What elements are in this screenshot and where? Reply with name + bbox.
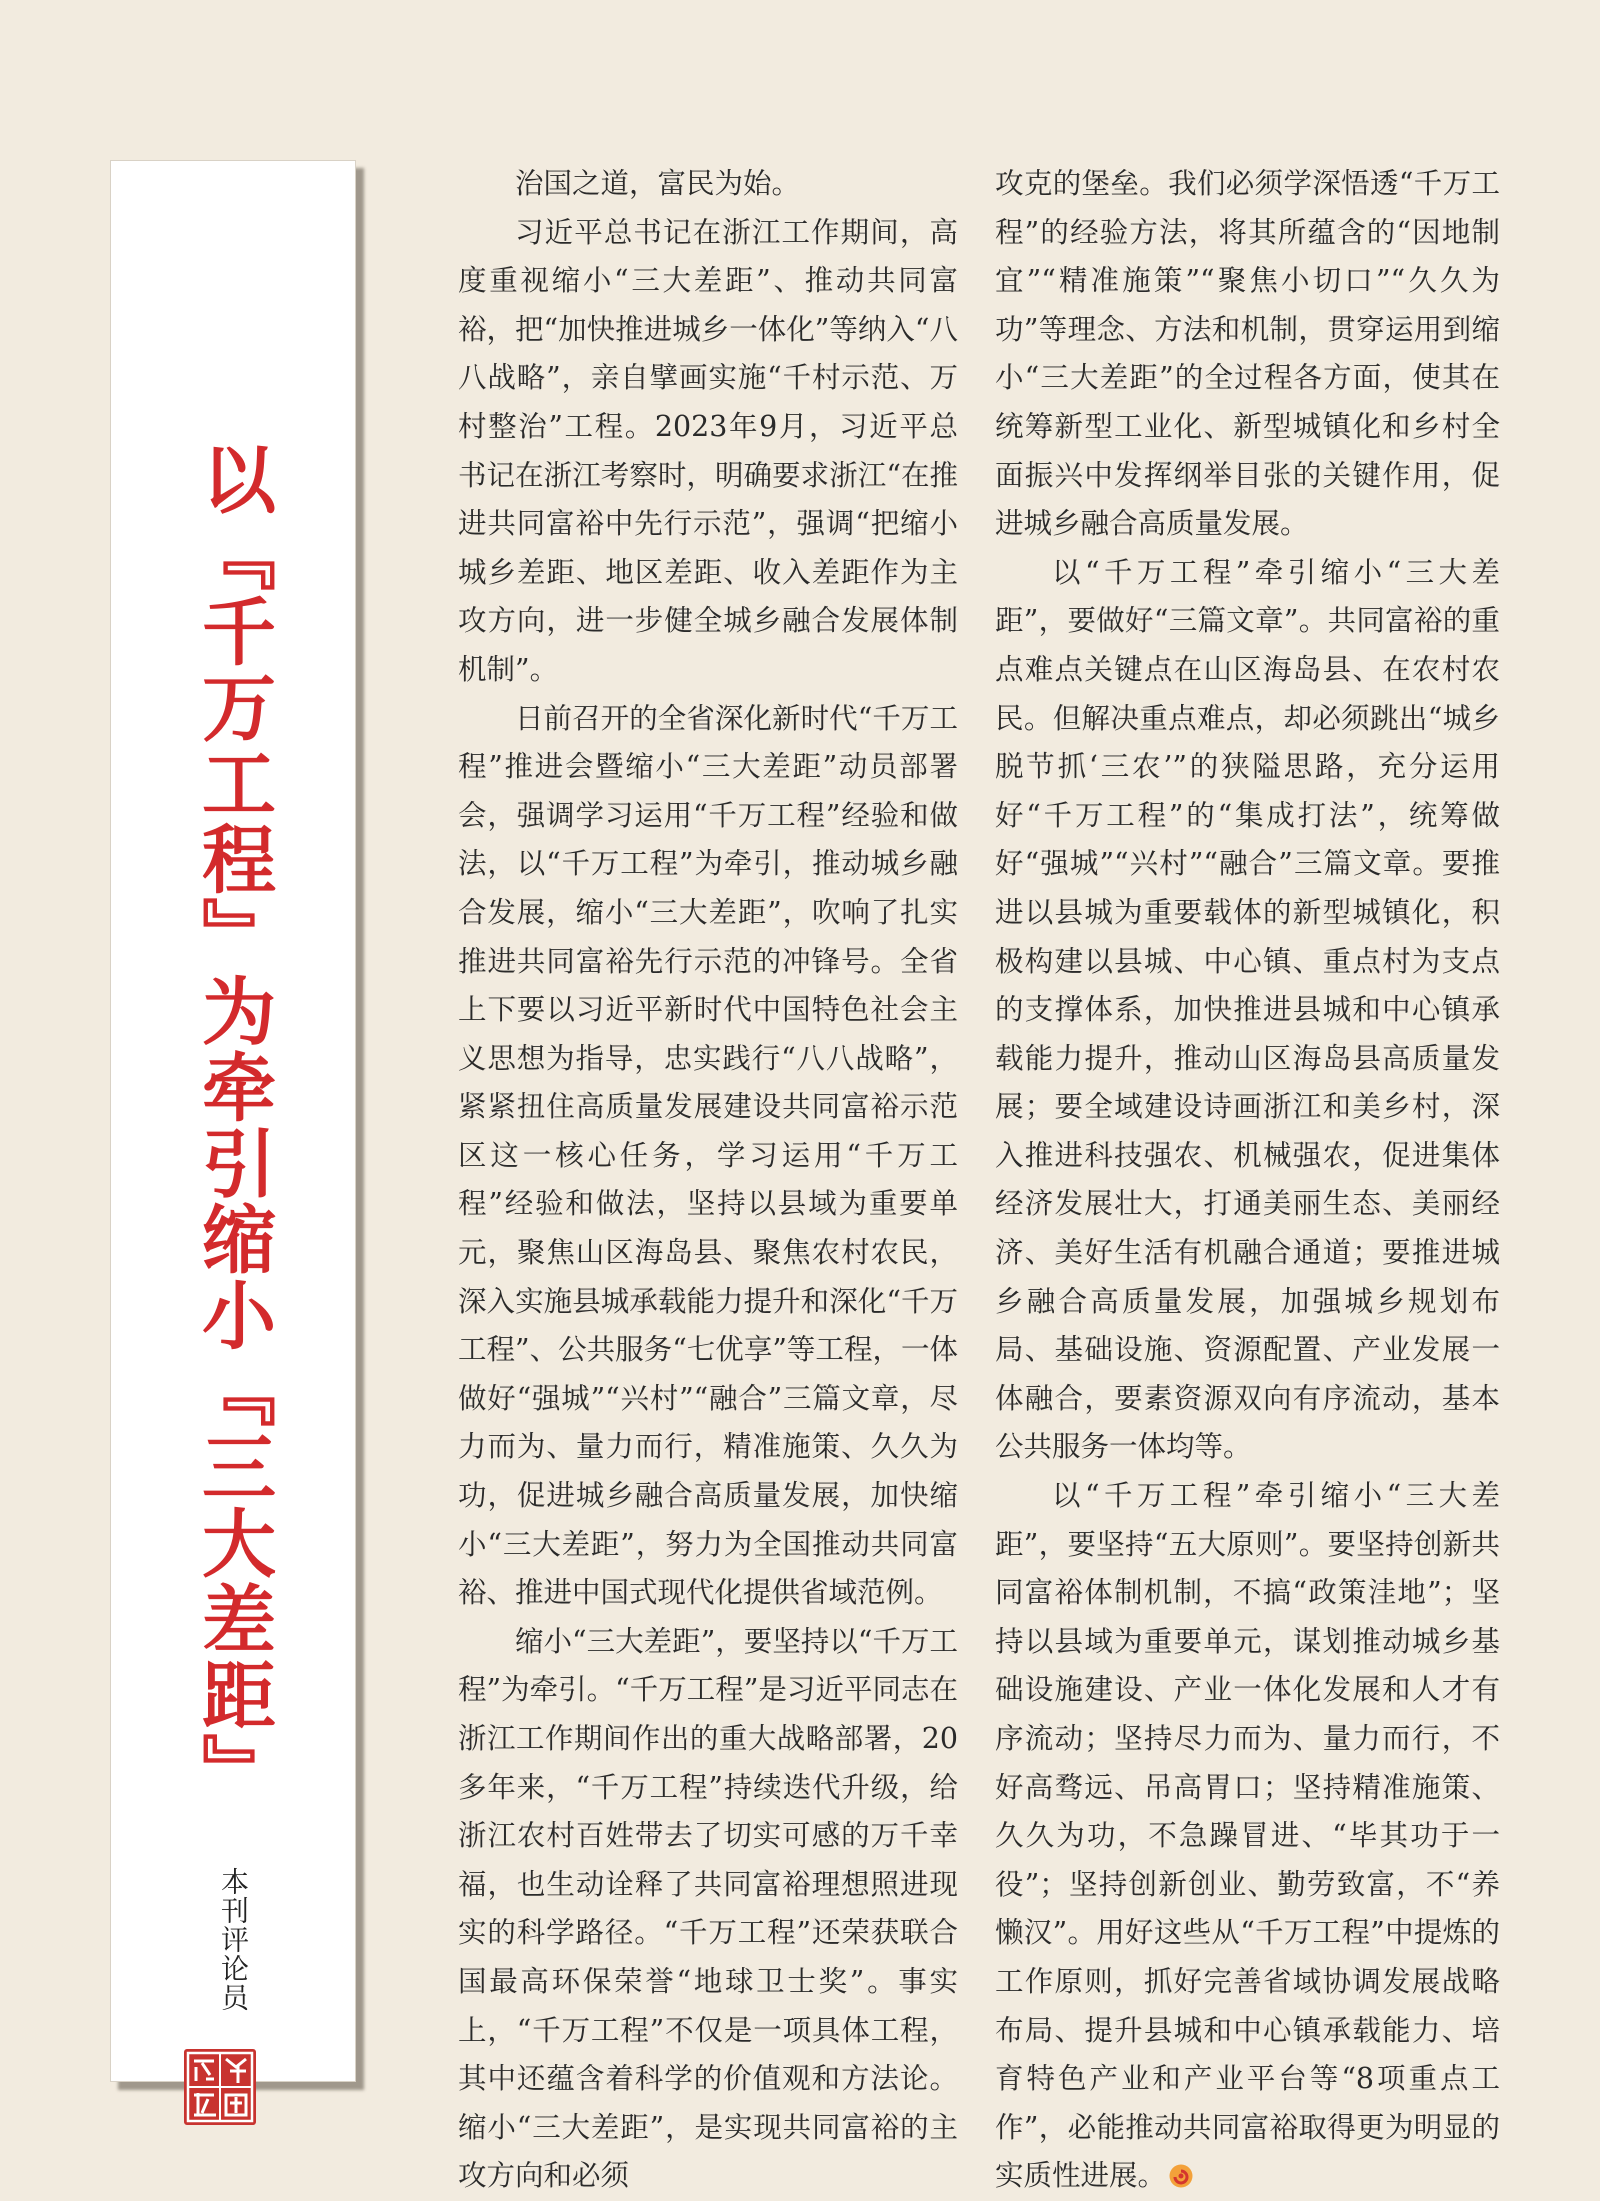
- paragraph-text: 以“千万工程”牵引缩小“三大差距”，要坚持“五大原则”。要坚持创新共同富裕体制机制，不搞“政策洼地”；坚持以县域为重要单元，谋划推动城乡基础设施建设、产业一体化发展和人才有序流动；坚持尽力而为、量力而行，不好高骛远、吊高胃口；坚持精准施策、久久为功，不急躁冒进、“毕其功于一役”；坚持创新创业、勤劳致富，不“养懒汉”。用好这些从“千万工程”中提炼的工作原则，抓好完善省域协调发展战略布局、提升县城和中心镇承载能力、培育特色产业和产业平台等“8项重点工作”，必能推动共同富裕取得更为明显的实质性进展。: [995, 1479, 1500, 2193]
- end-mark-icon: [1168, 2163, 1194, 2189]
- article-column-right: [995, 160, 1500, 2201]
- article-column-left: [458, 160, 958, 2201]
- seal-stamp-icon: [184, 2049, 256, 2125]
- paragraph-continuation: 攻克的堡垒。我们必须学深悟透“千万工程”的经验方法，将其所蕴含的“因地制宜”“精准施策”“聚焦小切口”“久久为功”等理念、方法和机制，贯穿运用到缩小“三大差距”的全过程各方面，使其在统筹新型工业化、新型城镇化和乡村全面振兴中发挥纲举目张的关键作用，促进城乡融合高质量发展。: [995, 167, 1500, 541]
- paragraph: 习近平总书记在浙江工作期间，高度重视缩小“三大差距”、推动共同富裕，把“加快推进城乡一体化”等纳入“八八战略”，亲自擘画实施“千村示范、万村整治”工程。2023年9月，习近平总书记在浙江考察时，明确要求浙江“在推进共同富裕中先行示范”，强调“把缩小城乡差距、地区差距、收入差距作为主攻方向，进一步健全城乡融合发展体制机制”。: [458, 215, 958, 686]
- paragraph-last: [995, 1472, 1500, 2201]
- paragraph: 以“千万工程”牵引缩小“三大差距”，要做好“三篇文章”。共同富裕的重点难点关键点在山区海岛县、在农村农民。但解决重点难点，却必须跳出“城乡脱节抓‘三农’”的狭隘思路，充分运用好“千万工程”的“集成打法”，统筹做好“强城”“兴村”“融合”三篇文章。要推进以县城为重要载体的新型城镇化，积极构建以县城、中心镇、重点村为支点的支撑体系，加快推进县城和中心镇承载能力提升，推动山区海岛县高质量发展；要全域建设诗画浙江和美乡村，深入推进科技强农、机械强农，促进集体经济发展壮大，打通美丽生态、美丽经济、美好生活有机融合通道；要推进城乡融合高质量发展，加强城乡规划布局、基础设施、资源配置、产业发展一体融合，要素资源双向有序流动，基本公共服务一体均等。: [995, 555, 1500, 1464]
- paragraph: 缩小“三大差距”，要坚持以“千万工程”为牵引。“千万工程”是习近平同志在浙江工作期间作出的重大战略部署，20多年来，“千万工程”持续迭代升级，给浙江农村百姓带去了切实可感的万千幸福，也生动诠释了共同富裕理想照进现实的科学路径。“千万工程”还荣获联合国最高环保荣誉“地球卫士奖”。事实上，“千万工程”不仅是一项具体工程，其中还蕴含着科学的价值观和方法论。缩小“三大差距”，是实现共同富裕的主攻方向和必须: [458, 1624, 958, 2193]
- byline: 本刊评论员: [217, 1867, 250, 2012]
- paragraph: 治国之道，富民为始。: [515, 167, 801, 200]
- paragraph: 日前召开的全省深化新时代“千万工程”推进会暨缩小“三大差距”动员部署会，强调学习运用“千万工程”经验和做法，以“千万工程”为牵引，推动城乡融合发展，缩小“三大差距”，吹响了扎实推进共同富裕先行示范的冲锋号。全省上下要以习近平新时代中国特色社会主义思想为指导，忠实践行“八八战略”，紧紧扭住高质量发展建设共同富裕示范区这一核心任务，学习运用“千万工程”经验和做法，坚持以县域为重要单元，聚焦山区海岛县、聚焦农村农民，深入实施县城承载能力提升和深化“千万工程”、公共服务“七优享”等工程，一体做好“强城”“兴村”“融合”三篇文章，尽力而为、量力而行，精准施策、久久为功，促进城乡融合高质量发展，加快缩小“三大差距”，努力为全国推动共同富裕、推进中国式现代化提供省域范例。: [458, 701, 958, 1610]
- seal-glyph-icon: [184, 2049, 256, 2125]
- title-card: [110, 160, 356, 2082]
- article-title: 以『千万工程』为牵引缩小『三大差距』: [190, 441, 276, 1809]
